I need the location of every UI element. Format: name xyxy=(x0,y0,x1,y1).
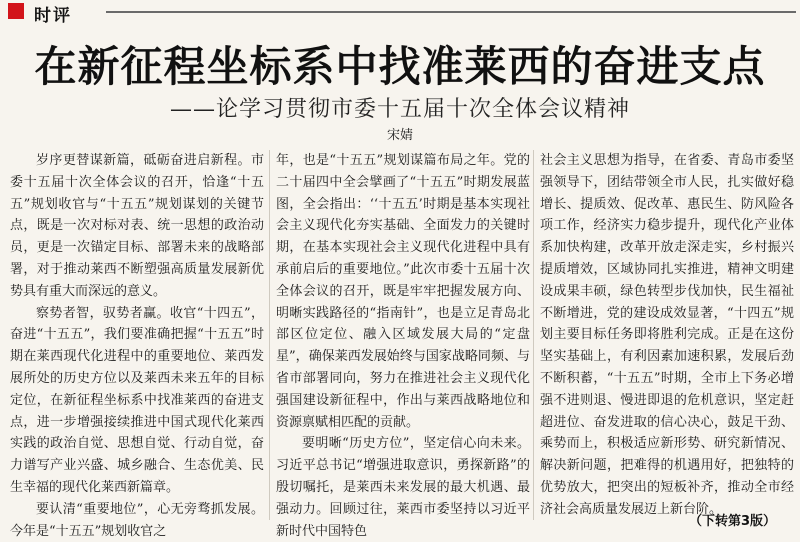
text-column-3 xyxy=(540,150,794,530)
paragraph: 岁序更替谋新篇，砥砺奋进启新程。市委十五届十次全体会议的召开，恰逢“十五五”规划收官与“十五五”规划谋划的关键节点，既是一次对标对表、统一思想的政治动员，更是一次锚定目标、部署未来的战略部署，对于推动莱西不断塑强高质量发展新优势具有重大而深远的意义。 xyxy=(10,153,264,299)
paragraph: 社会主义思想为指导，在省委、青岛市委坚强领导下，团结带领全市人民，扎实做好稳增长、提质效、促改革、惠民生、防风险各项工作，经济实力稳步提升，现代化产业体系加快构建，改革开放走深走实，乡村振兴提质增效，区域协同扎实推进，精神文明建设成果丰硕，绿色转型步伐加快，民生福祉不断增进，党的建设成效显著，“十四五”规划主要目标任务即将胜利完成。正是在这份坚实基础上，有利因素加速积累，发展后劲不断积蓄，“十五五”时期，全市上下务必增强不进则退、慢进即退的危机意识，坚定赶超进位、奋发进取的信心决心，鼓足干劲、乘势而上，积极适应新形势、研究新情况、解决新问题，把难得的机遇用好，把独特的优势放大，把突出的短板补齐，推动全市经济社会高质量发展迈上新台阶。 xyxy=(540,153,794,517)
article-headline: 在新征程坐标系中找准莱西的奋进支点 xyxy=(34,42,766,91)
section-marker xyxy=(8,3,24,19)
column-divider xyxy=(533,150,534,520)
column-divider xyxy=(269,150,270,520)
text-column-2 xyxy=(276,150,530,539)
article-author: 宋婧 xyxy=(386,128,413,143)
text-column-1 xyxy=(10,150,264,539)
continued-notice: （下转第3版） xyxy=(688,514,776,529)
section-label: 时评 xyxy=(34,6,72,26)
paragraph: 要明晰“历史方位”，坚定信心向未来。习近平总书记“增强进取意识，勇探新路”的殷切嘱托，是莱西未来发展的最大机遇、最强动力。回顾过往，莱西市委坚持以习近平新时代中国特色 xyxy=(276,436,530,539)
paragraph: 年，也是“十五五”规划谋篇布局之年。党的二十届四中全会擘画了“十五五”时期发展蓝图，全会指出：‘‘十五五’时期是基本实现社会主义现代化夯实基础、全面发力的关键时期，在基本实现社会主义现代化进程中具有承前启后的重要地位。”此次市委十五届十次全体会议的召开，既是牢牢把握发展方向、明晰实践路径的“指南针”，也是立足青岛北部区位定位、融入区域发展大局的“定盘星”，确保莱西发展始终与国家战略同频、与省市部署同向，努力在推进社会主义现代化强国建设新征程中，作出与莱西战略地位和资源禀赋相匹配的贡献。 xyxy=(276,153,530,430)
paragraph: 要认清“重要地位”，心无旁骛抓发展。今年是“十五五”规划收官之 xyxy=(10,501,264,539)
article-subtitle: ——论学习贯彻市委十五届十次全体会议精神 xyxy=(169,97,630,122)
section-header xyxy=(0,0,800,24)
section-rule xyxy=(106,11,796,13)
paragraph: 察势者智，驭势者赢。收官“十四五”，奋进“十五五”，我们要准确把握“十五五”时期在莱西现代化进程中的重要地位、莱西发展所处的历史方位以及莱西未来五年的目标定位，在新征程坐标系中找准莱西的奋进支点，进一步增强接续推进中国式现代化莱西实践的政治自觉、思想自觉、行动自觉，奋力谱写产业兴盛、城乡融合、生态优美、民生幸福的现代化莱西新篇章。 xyxy=(10,305,264,495)
